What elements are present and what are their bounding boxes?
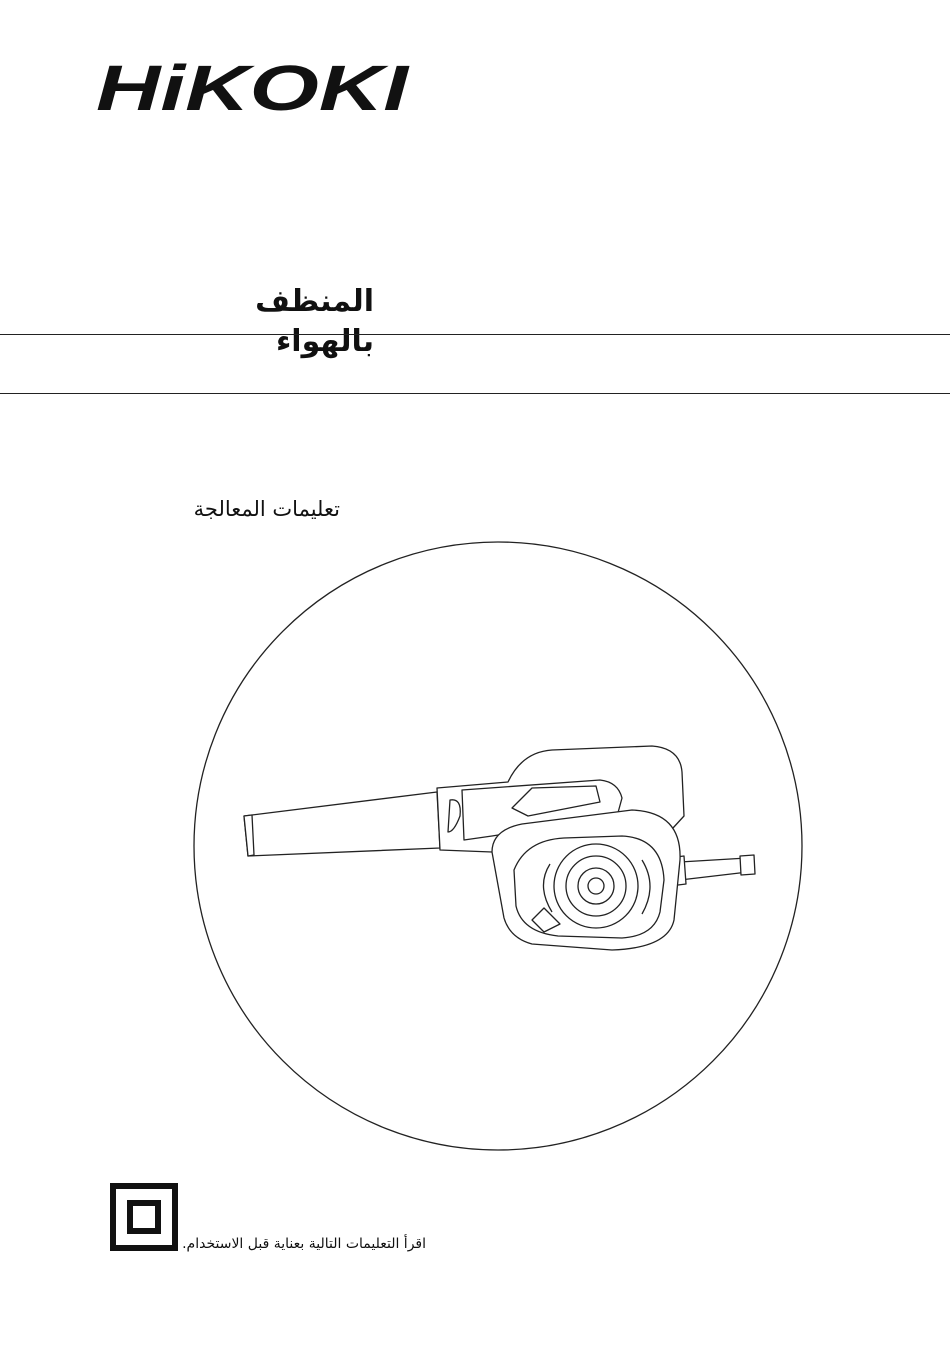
power-cord [680, 858, 748, 880]
blower-nozzle [244, 792, 440, 856]
read-instructions-notice: اقرأ التعليمات التالية بعناية قبل الاستخدام. [182, 1236, 426, 1252]
hikoki-logo [94, 58, 414, 118]
product-illustration-frame [192, 540, 804, 1152]
manual-subtitle: تعليمات المعالجة [193, 497, 340, 521]
divider-top [0, 334, 950, 335]
divider-bottom [0, 393, 950, 394]
blower-illustration [244, 746, 755, 950]
logo-text: HiKOKI [96, 58, 410, 118]
product-title: المنظف بالهواء [255, 284, 374, 359]
